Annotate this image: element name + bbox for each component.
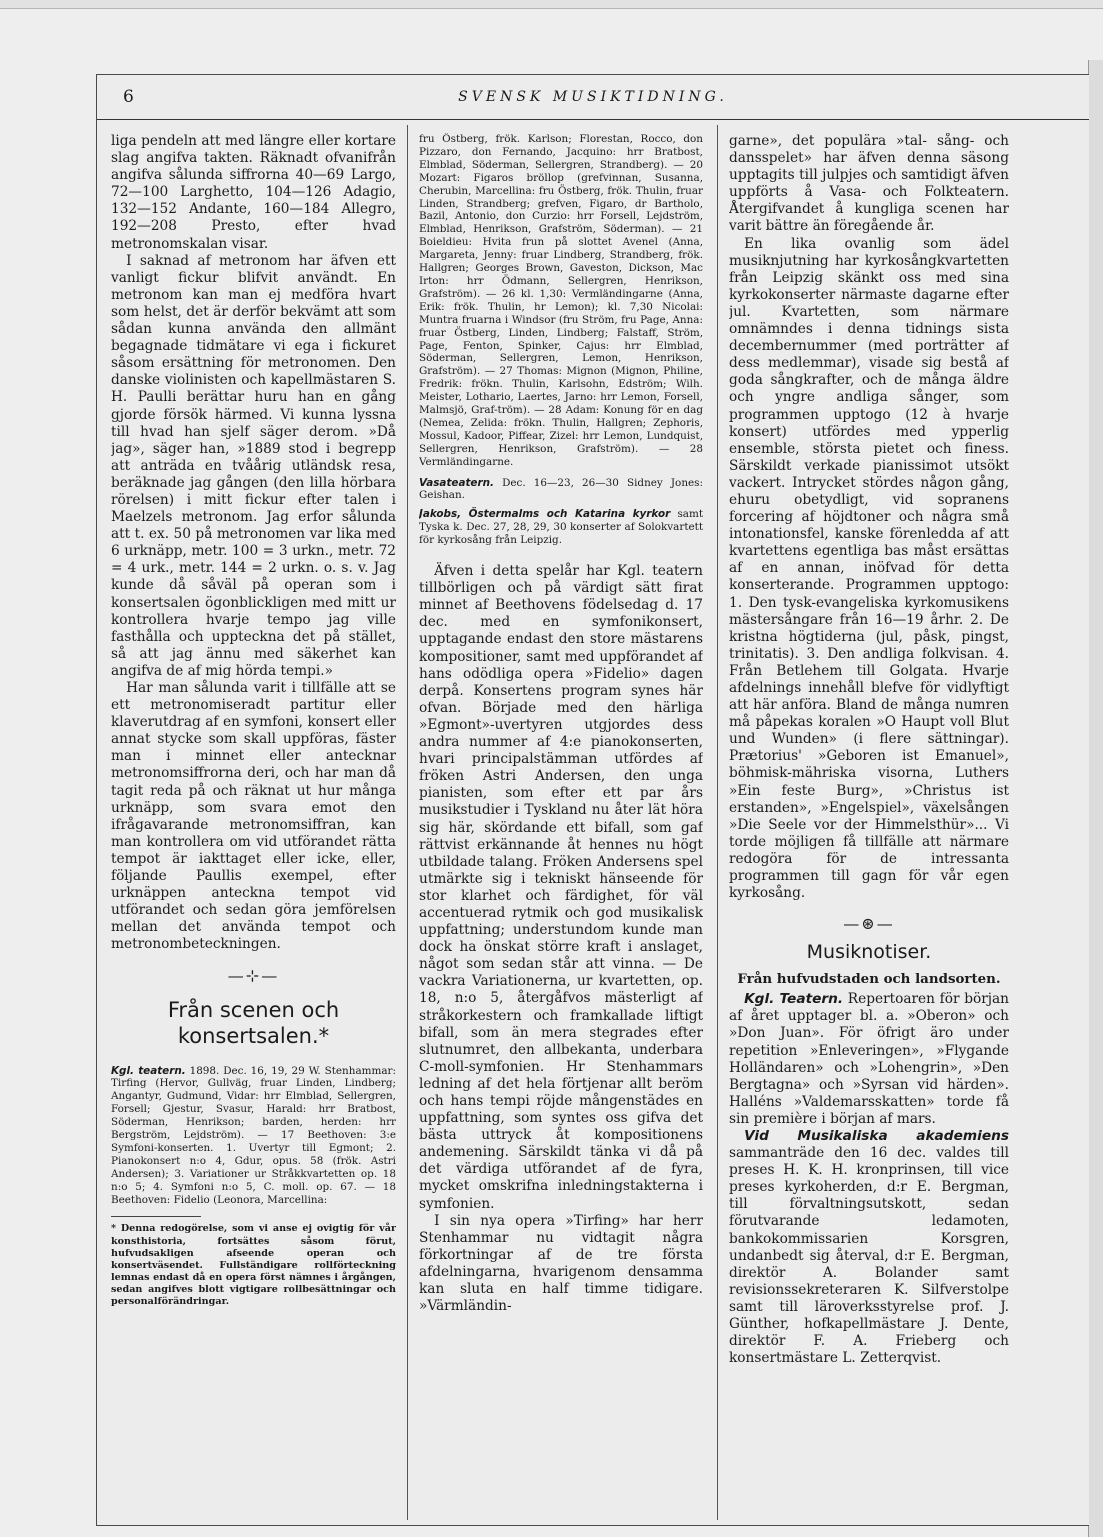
listing-text: Dec. 16—23, 26—30 Sidney Jones: Geishan.: [419, 476, 703, 502]
article-paragraph: En lika ovanlig som ädel musiknjutning har kyrkosångkvartetten från Leipzig skänkt oss med sina kyrkokonserter närmaste dagarne efter jul. Kvartetten, som närmare omnämndes i denna tidnings sista decembernummer (med porträtter af dess medlemmar), visade sig bestå af goda sångkrafter, och de många äldre och yngre andliga sånger, som programmen upptogo (12 à hvarje konsert) utfördes med ypperlig ensemble, största pietet och finess. Särskildt verkade pianissimot utsökt vackert. Intrycket stördes någon gång, ehuru obetydligt, vid sopranens forcering af höjdtoner och några små intonationsfel, kanske förenledda af att kvartettens egentliga bas måst ersättas af en annan, inöfvad för detta konserterande. Programmen upptogo: 1. Den tysk-evangeliska kyrkomusikens mästersångare från 16—19 århr. 2. De kristna högtiderna (jul, påsk, pingst, trinitatis). 3. Den andliga folkvisan. 4. Från Betlehem till Golgata. Hvarje afdelnings innehåll blefve för vidlyftigt att här anföra. Bland de många numren må påpekas koralen »O Haupt voll Blut und Wunden» (i flere sättningar). Prætorius' »Geboren ist Emanuel», böhmisk-mähriska visorna, Luthers »Ein feste Burg», »Christus ist erstanden», »Engelspiel», växelsången »Die Seele vor der Himmelsthür»... Vi torde möjligen få tillfälle att närmare redogöra för de intressanta programmen till gagn för vår egen kyrkosång.: [729, 235, 1009, 902]
venue-runin: Jakobs, Östermalms och Katarina kyrkor: [419, 508, 671, 521]
article-paragraph: I sin nya opera »Tirfing» har herr Stenhammar nu vidtagit några förkortningar af de tre första afdelningarna, hvarigenom densamma kan sluta en half timme tidigare. »Värmländin-: [419, 1212, 703, 1315]
section-ornament: —⊹—: [227, 965, 280, 985]
listing-text: 1898. Dec. 16, 19, 29 W. Stenhammar: Tirfing (Hervor, Gullväg, fruar Linden, Lindberg; Angantyr, Gudmund, Vidar: hrr Elmblad, Sellergren, Forsell; Gjestur, Svasur, Harald: hrr Bratbost, Söderman, Henrikson; barden, herden: hrr Bergström, Lejdström). — 17 Beethoven: 3:e Symfoni-konserten. 1. Uvertyr till Egmont; 2. Pianokonsert n:o 4, Gdur, opus. 58 (frök. Astri Andersen); 3. Variationer ur Stråkkvartetten op. 18 n:o 5; 4. Symfoni n:o 5, C. moll. op. 67. — 18 Beethoven: Fidelio (Leonora, Marcellina:: [111, 1064, 396, 1206]
venue-runin: Vasateatern.: [419, 476, 494, 489]
venue-runin: Vid Musikaliska akademiens: [744, 1127, 1009, 1144]
kyrkosang-article: [729, 133, 1009, 902]
notice-item: [729, 1128, 1009, 1367]
section-ornament: —⊛—: [843, 914, 895, 934]
notice-text: Repertoaren för början af året upptager bl. a. »Oberon» och »Don Juan». För öfrigt äro under repetition »Enleveringen», »Flygande Holländaren» och »Lohengrin», »Den Bergtagna» och »Syrsan vid härden». Halléns »Valdemarsskatten» torde få sin première i början af mars.: [729, 991, 1009, 1127]
header-rule: [97, 119, 1089, 120]
metronome-article: [111, 133, 396, 954]
article-paragraph: Har man sålunda varit i tillfälle att se ett metronomiseradt partitur eller klaverutdrag af en symfoni, konsert eller annat stycke som skall uppföras, fäster man i minnet eller antecknar metronomsiffrorna deri, och har man då tagit reda på och räknat ut hur många urknäpp, som svara emot den ifrågavarande metronomsiffran, kan man kontrollera om vid utförandet rätta tempot är iakttaget eller icke, eller, följande Paullis exempel, efter urknäppen anteckna tempot vid utförandet och sedan göra jemförelsen mellan det använda tempot och metronombeteckningen.: [111, 680, 396, 953]
musiknotiser-items: [729, 991, 1009, 1367]
article-paragraph: I saknad af metronom har äfven ett vanligt fickur blifvit användt. En metronom kan man ej medföra hvart som helst, det är derför bekvämt att som sådan kunna använda den allmänt begagnade tidmätare vi ega i fickuret såsom ersättning för metronomen. Den danske violinisten och kapellmästaren S. H. Paulli berättar huru han en gång gjorde försök härmed. Vi kunna lyssna till hvad han sjelf säger derom. »Då jag», säger han, »1889 stod i begrepp att anträda en tvåårig utländsk resa, beräknade jag gången (den lilla hörbara rörelsen) i mitt fickur efter talen i Maelzels metronom. Jag erfor sålunda att t. ex. 50 på metronomen var lika med 6 urknäpp, metr. 100 = 3 urkn., metr. 72 = 4 urk., metr. 144 = 2 urkn. o. s. v. Jag kunde då såväl på operan som i konsertsalen ögonblickligen med mitt ur kontrollera hvarje tempo jag ville fasthålla och uppteckna det på stället, så att jag ännu med säkerhet kan angifva de af mig hörda tempi.»: [111, 252, 396, 679]
page-number: 6: [123, 87, 134, 107]
page-header: [97, 75, 1089, 119]
venue-runin: Kgl. Teatern.: [744, 991, 844, 1008]
column-3: [729, 133, 1009, 1367]
column-2: [419, 133, 703, 1315]
column-1: [111, 133, 396, 1308]
beethoven-review: [419, 563, 703, 1315]
musiknotiser-heading: Musiknotiser.: [806, 941, 932, 964]
kyrkor-listing: [419, 508, 703, 547]
performance-listing: [111, 1065, 396, 1207]
footnote-rule: [111, 1216, 201, 1217]
performance-listing-cont: fru Östberg, frök. Karlson; Florestan, Rocco, don Pizzaro, don Fernando, Jacquino: hrr Bratbost, Elmblad, Söderman, Sellergren, Strandberg). — 20 Mozart: Figaros bröllop (grefvinnan, Susanna, Cherubin, Marcellina: fru Östberg, frök. Thulin, fruar Linden, Strandberg; grefven, Figaro, dr Bartholo, Bazil, Antonio, don Curzio: hrr Forsell, Lejdström, Elmblad, Henrikson, Grafström, Söderman). — 21 Boieldieu: Hvita frun på slottet Avenel (Anna, Margareta, Jenny: fruar Lindberg, Strandberg, frök. Hallgren; Georges Brown, Gaveston, Dickson, Mac Irton: hrr Ödmann, Sellergren, Henrikson, Grafström). — 26 kl. 1,30: Vermländingarne (Anna, Erik: frök. Thulin, hr Lemon); kl. 7,30 Nicolai: Muntra fruarna i Windsor (fru Ström, fru Page, Anna: fruar Östberg, Linden, Lindberg; Falstaff, Ström, Page, Fenton, Spinker, Cajus: hrr Elmblad, Söderman, Sellergren, Lemon, Henrikson, Grafström). — 27 Thomas: Mignon (Mignon, Philine, Fredrik: frökn. Thulin, Karlsohn, Edström; Wilh. Meister, Lothario, Laertes, Jarno: hrr Lemon, Forsell, Malmsjö, Graf-tröm). — 28 Adam: Konung för en dag (Nemea, Zelida: frökn. Thulin, Hallgren; Zephoris, Mossul, Kadoor, Piffear, Zizel: hrr Lemon, Lundquist, Sellergren, Henrikson, Grafström). — 28 Vermländingarne.: [419, 133, 703, 468]
right-scan-edge: [1088, 60, 1103, 1537]
vasateatern-listing: [419, 477, 703, 503]
listing-text: samt Tyska k. Dec. 27, 28, 29, 30 konserter af Solokvartett för kyrkosång från Leipzig.: [419, 508, 703, 547]
section-heading: Från scenen och konsertsalen.*: [167, 997, 340, 1048]
notice-item: [729, 991, 1009, 1128]
top-scan-edge: [0, 0, 1103, 9]
article-paragraph: garne», det populära »tal- sång- och dansspelet» har äfven denna säsong upptagits till julpjes och samtidigt äfven uppförts å Vasa- och Folkteatern. Återgifvandet å kungliga scenen har varit bättre än föregående år.: [729, 133, 1009, 235]
column-rule-1: [407, 125, 408, 1520]
article-paragraph: liga pendeln att med längre eller kortare slag angifva takten. Räknadt ofvanifrån angifva sålunda siffrorna 40—69 Largo, 72—100 Larghetto, 104—126 Adagio, 132—152 Andante, 160—184 Allegro, 192—208 Presto, efter hvad metronomskalan visar.: [111, 133, 396, 252]
musiknotiser-subheading: Från hufvudstaden och landsorten.: [737, 971, 1001, 988]
column-rule-2: [717, 125, 718, 1520]
venue-runin: Kgl. teatern.: [111, 1064, 186, 1077]
article-paragraph: Äfven i detta spelår har Kgl. teatern tillbörligen och på värdigt sätt firat minnet af Beethovens födelsedag d. 17 dec. med en symfonikonsert, upptagande endast den store mästarens kompositioner, samt med uppförandet af hans odödliga opera »Fidelio» dagen derpå. Konsertens program synes här ofvan. Började med den härliga »Egmont»-uvertyren utgjordes dess andra nummer af 4:e pianokonserten, hvari principalstämman utfördes af fröken Astri Andersen, den unga pianisten, som efter ett par års musikstudier i Tyskland nu åter lät höra sig här, skördande ett bifall, som gaf rättvist erkännande åt hennes nu högt utbildade talang. Fröken Andersens spel utmärkte sig i tekniskt hänseende för stor klarhet och färdighet, för väl accentuerad rytmik och god musikalisk uppfattning; understundom kunde man dock ha önskat större kraft i anslaget, något som sedan står att vinna. — De vackra Variationerna, ur kvartetten, op. 18, n:o 5, återgåfvos mästerligt af stråkorkestern och framkallade liftigt bifall, som än mera stegrades efter slutnumret, den allbekanta, underbara C-moll-symfonien. Hr Stenhammars ledning af det hela förtjenar allt beröm och hans tempi röjde mångenstädes en uppfattning, som syntes oss gifva det bästa uttryck åt kompositionens andemening. Särskildt tänka vi då på det värdiga utförandet af de fyra, mycket omskrifna inledningstakterna i symfonien.: [419, 563, 703, 1212]
newspaper-page: [96, 74, 1089, 1526]
running-title: SVENSK MUSIKTIDNING.: [458, 89, 728, 105]
footnote: * Denna redogörelse, som vi anse ej ovigtig för vår konsthistoria, fortsättes såsom förut, hufvudsakligen afseende operan och konsertväsendet. Fullständigare rollförteckning lemnas endast då en opera först nämnes i årgången, sedan angifves blott vigtigare rollbesättningar och personalförändringar.: [111, 1223, 396, 1308]
notice-text: sammanträde den 16 dec. valdes till preses H. K. H. kronprinsen, till vice preses kyrkoherden, d:r E. Bergman, till förvaltningsutskott, sedan förutvarande ledamoten, bankokommissarien Korsgren, undanbedt sig återval, d:r E. Bergman, direktör A. Bolander samt revisionssekreteraren K. Silfverstolpe samt till läroverksstyrelse prof. J. Günther, hofkapellmästare J. Dente, direktör F. A. Frieberg och konsertmästare L. Zetterqvist.: [729, 1145, 1009, 1367]
